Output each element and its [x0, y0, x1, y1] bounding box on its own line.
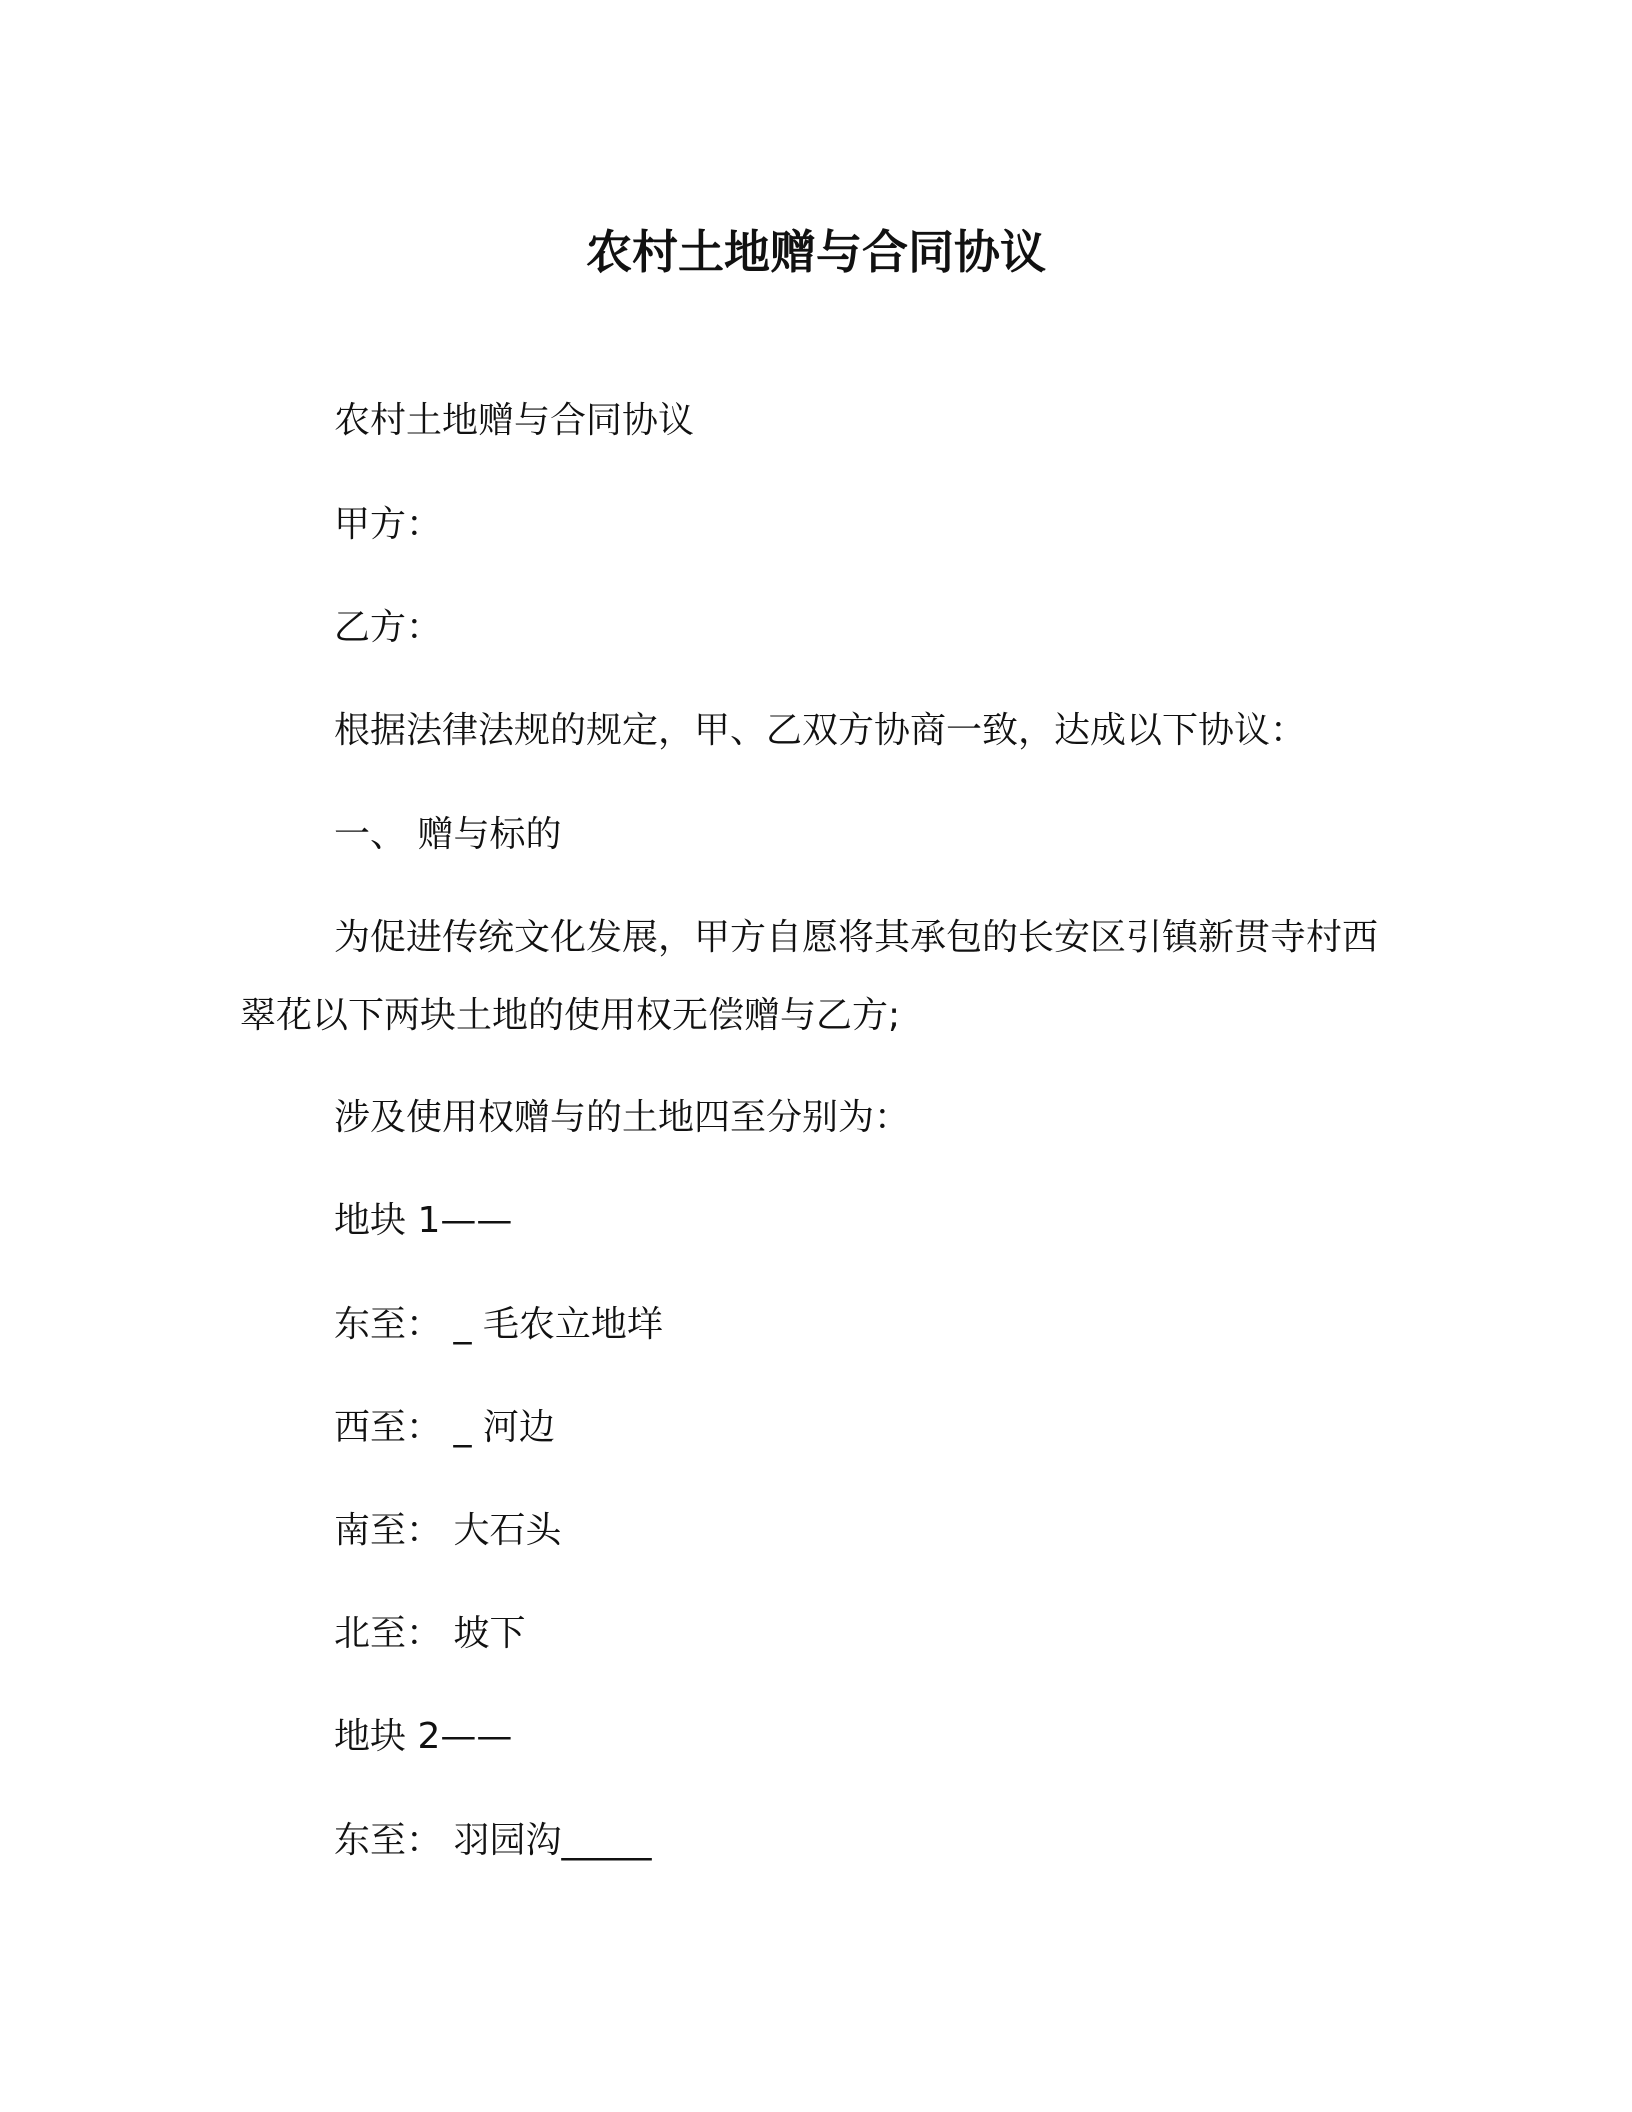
document-title: 农村土地赠与合同协议: [586, 225, 1046, 279]
boundaries-intro-line: 涉及使用权赠与的土地四至分别为：: [334, 1097, 911, 1138]
preamble-line: 根据法律法规的规定，甲、乙双方协商一致，达成以下协议：: [334, 710, 1307, 751]
party-a-line: 甲方：: [334, 504, 443, 545]
party-b-line: 乙方：: [334, 607, 443, 648]
gift-paragraph: 为促进传统文化发展，甲方自愿将其承包的长安区引镇新贯寺村西翠花以下两块土地的使用权无偿赠与乙方;: [240, 917, 1379, 1036]
plot-2-heading: 地块 2——: [334, 1716, 513, 1757]
plot-1-east: 东至： _ 毛农立地垟: [334, 1304, 663, 1345]
plot-2-east: 东至： 羽园沟_____: [334, 1820, 652, 1861]
plot-1-heading: 地块 1——: [334, 1200, 513, 1241]
section-one-heading: 一、 赠与标的: [334, 814, 562, 855]
plot-1-north: 北至： 坡下: [334, 1613, 526, 1654]
plot-1-south: 南至： 大石头: [334, 1510, 562, 1551]
plot-1-west: 西至： _ 河边: [334, 1407, 555, 1448]
subtitle-line: 农村土地赠与合同协议: [334, 400, 695, 441]
